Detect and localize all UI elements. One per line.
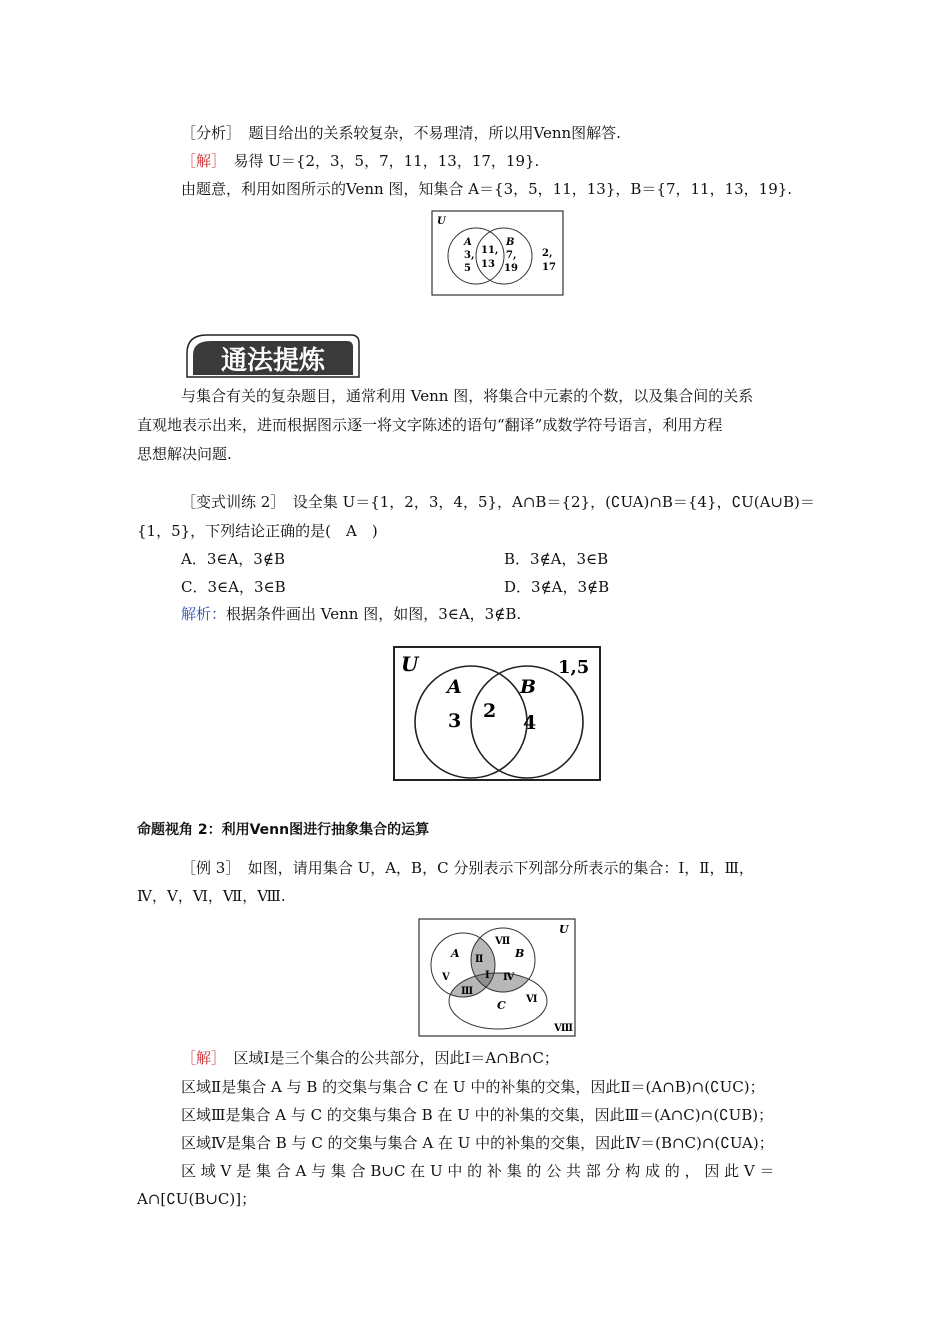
venn2-outside-value: 1,5	[558, 657, 590, 678]
venn3-region-4: Ⅳ	[503, 972, 515, 983]
solution3-line: 区域Ⅲ是集合 A 与 C 的交集与集合 B 在 U 中的补集的交集，因此Ⅲ＝(A∩C)∩(∁UB)；	[181, 1106, 774, 1124]
exercise-line: ［变式训练 2］ 设全集 U＝{1，2，3，4，5}，A∩B＝{2}，(∁UA)∩B＝{4}，∁U(A∪B)＝	[181, 493, 815, 511]
venn1-ab-value: 13	[481, 259, 495, 270]
venn3-set-a-label: A	[451, 947, 460, 960]
solution3-line: 区 域 Ⅴ 是 集 合 A 与 集 合 B∪C 在 U 中 的 补 集 的 公 共 部 分 构 成 的 ， 因 此 Ⅴ ＝	[181, 1162, 775, 1180]
venn1-a-value: 3,	[464, 250, 475, 261]
example-line: Ⅳ，Ⅴ，Ⅵ，Ⅶ，Ⅷ.	[137, 887, 286, 905]
venn1-ab-value: 11,	[481, 245, 499, 256]
venn3-region-1: Ⅰ	[485, 970, 490, 981]
analysis-line: ［分析］ 题目给出的关系较复杂，不易理清，所以用Venn图解答.	[181, 124, 621, 142]
example-line: ［例 3］ 如图，请用集合 U，A，B，C 分别表示下列部分所表示的集合：Ⅰ，Ⅱ，Ⅲ，	[181, 859, 754, 877]
analysis-tag: 解析：	[181, 605, 227, 623]
method-summary-banner	[183, 331, 363, 379]
venn3-universe-label: U	[559, 923, 569, 936]
venn1-b-value: 19	[504, 263, 518, 274]
venn1-b-value: 7,	[506, 250, 517, 261]
venn1-universe-label: U	[437, 216, 446, 227]
venn3-region-2: Ⅱ	[475, 954, 484, 965]
venn1-set-a-label: A	[464, 237, 472, 248]
venn2-b-only-value: 4	[523, 712, 537, 734]
venn3-region-3: Ⅲ	[461, 986, 474, 997]
exercise-analysis	[181, 604, 521, 624]
solution-line	[181, 151, 539, 171]
solution3-line: 区域Ⅳ是集合 B 与 C 的交集与集合 A 在 U 中的补集的交集，因此Ⅳ＝(B∩C)∩(∁UA)；	[181, 1134, 774, 1152]
venn1-outside-value: 17	[542, 262, 556, 273]
banner-title: 通法提炼	[220, 346, 326, 376]
venn3-set-c-label: C	[497, 999, 506, 1012]
venn-diagram-1	[431, 210, 564, 297]
solution3-line: 区域Ⅱ是集合 A 与 B 的交集与集合 C 在 U 中的补集的交集，因此Ⅱ＝(A∩B)∩(∁UC)；	[181, 1078, 765, 1096]
venn2-a-only-value: 3	[448, 710, 462, 732]
venn-diagram-2	[392, 645, 602, 782]
exercise-line: {1，5}，下列结论正确的是( A )	[137, 522, 378, 540]
venn3-set-b-label: B	[515, 947, 525, 960]
solution3-line	[181, 1048, 559, 1068]
method-line: 思想解决问题.	[137, 445, 232, 463]
solution3-line: A∩[∁U(B∪C)]；	[137, 1190, 257, 1208]
solution3-tag: ［解］	[181, 1049, 219, 1067]
method-line: 与集合有关的复杂题目，通常利用 Venn 图，将集合中元素的个数，以及集合间的关系	[181, 387, 754, 405]
option-c: C．3∈A，3∈B	[181, 578, 286, 596]
venn3-region-6: Ⅵ	[526, 994, 538, 1005]
venn2-universe-label: U	[401, 652, 419, 676]
venn3-region-5: Ⅴ	[442, 972, 450, 983]
option-a: A．3∈A，3∉B	[181, 550, 285, 568]
venn2-intersection-value: 2	[483, 700, 497, 722]
venn1-a-value: 5	[464, 263, 471, 274]
solution3-text: 区域Ⅰ是三个集合的公共部分，因此Ⅰ＝A∩B∩C；	[218, 1049, 559, 1067]
venn2-set-a-label: A	[447, 676, 462, 698]
venn2-set-b-label: B	[520, 676, 537, 698]
option-d: D．3∉A，3∉B	[504, 578, 610, 596]
venn3-region-7: Ⅶ	[495, 936, 511, 947]
venn3-region-8: Ⅷ	[554, 1023, 573, 1034]
venn1-set-b-label: B	[506, 237, 515, 248]
solution-tag: ［解］	[181, 152, 219, 170]
perspective-heading: 命题视角 2：利用Venn图进行抽象集合的运算	[137, 822, 430, 838]
venn1-outside-value: 2,	[542, 248, 553, 259]
solution-text: 易得 U＝{2，3，5，7，11，13，17，19}.	[218, 152, 540, 170]
venn-diagram-3	[418, 918, 576, 1038]
method-line: 直观地表示出来，进而根据图示逐一将文字陈述的语句“翻译”成数学符号语言，利用方程	[137, 416, 723, 434]
analysis-text: 根据条件画出 Venn 图，如图，3∈A，3∉B.	[226, 605, 522, 623]
venn-intro-line: 由题意，利用如图所示的Venn 图，知集合 A＝{3，5，11，13}，B＝{7，11，13，19}.	[181, 180, 793, 198]
option-b: B．3∉A，3∈B	[504, 550, 609, 568]
